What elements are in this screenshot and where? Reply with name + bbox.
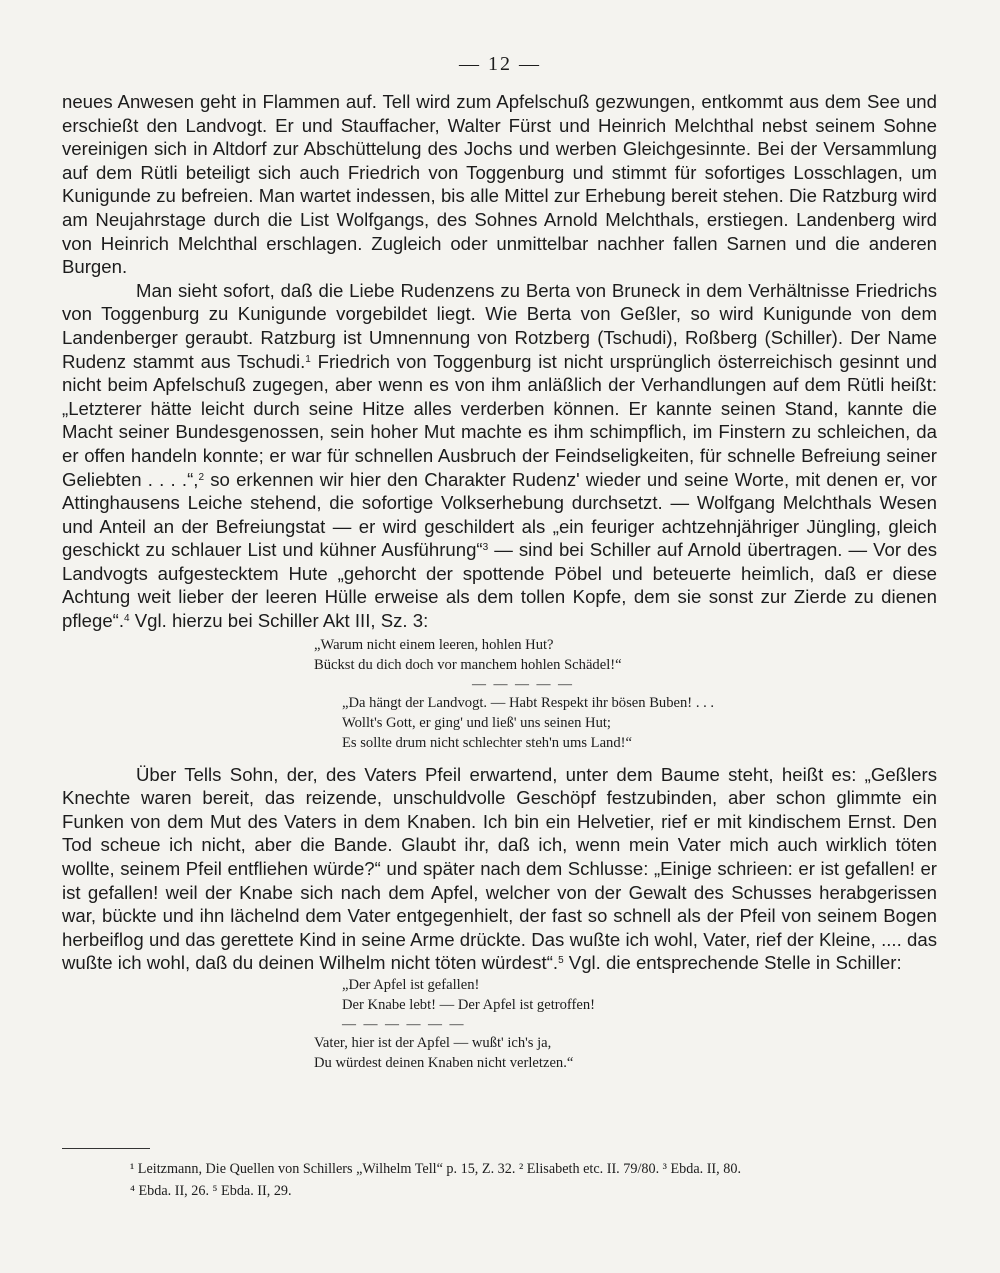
verse-omission-dashes: — — — — — (472, 676, 574, 692)
footnote-ref-1[interactable]: 1 (305, 353, 311, 365)
footnote-line: ⁴ Ebda. II, 26. ⁵ Ebda. II, 29. (130, 1183, 292, 1199)
paragraph-2-part-a: Man sieht sofort, daß die Liebe Rudenzens zu Berta von Bruneck in dem Verhältnisse Friedrichs von Toggenburg zu Kunigunde vorgebildet liegt. Wie Berta von Geßler, so wird Kunigunde von dem Landenberger geraubt. Ratzburg ist Umnennung von Rotzberg (Tschudi), Roßberg (Schiller). Der Name Rudenz stammt aus Tschudi. (62, 279, 937, 372)
page-number: — 12 — (459, 53, 541, 75)
paragraph-2-part-c: so erkennen wir hier den Charakter Rudenz' wieder und seine Worte, mit denen er, vor Attinghausens Leiche stehend, die sofortige Volkserhebung durchsetzt. — Wolfgang Melchthals Wesen und Anteil an der Befreiungstat — er wird geschildert als „ein feuriger achtzehnjähriger Jüngling, gleich geschickt zu schlauer List und kühner Ausführung“ (62, 468, 937, 561)
paragraph-2-part-d: — sind bei Schiller auf Arnold übertragen. — Vor des Landvogts aufgestecktem Hute „gehorcht der spottende Pöbel und beteuerte heimlich, daß er diese Achtung weit lieber der leeren Hülle erweise als dem tollen Kopfe, dem sie sonst zur Zierde zu dienen pflege“. (62, 539, 938, 632)
footnote-line: ¹ Leitzmann, Die Quellen von Schillers „Wilhelm Tell“ p. 15, Z. 32. ² Elisabeth etc. II. 79/80. ³ Ebda. II, 80. (130, 1161, 741, 1177)
paragraph-2 (62, 279, 937, 633)
verse-line: „Der Apfel ist gefallen! (342, 977, 480, 993)
footnote-ref-2[interactable]: 2 (198, 471, 205, 483)
footnote-ref-5[interactable]: 5 (558, 955, 564, 967)
verse-line: Wollt's Gott, er ging' und ließ' uns seinen Hut; (342, 714, 611, 731)
verse-line: Bückst du dich doch vor manchem hohlen Schädel!“ (314, 656, 622, 673)
footnote-ref-4[interactable]: 4 (124, 613, 130, 625)
footnotes (130, 1158, 950, 1202)
verse-quote-4 (62, 1033, 937, 1073)
verse-line: Es sollte drum nicht schlechter steh'n ums Land!“ (342, 734, 632, 751)
verse-quote-2 (62, 693, 937, 753)
verse-line: Vater, hier ist der Apfel — wußt' ich's ja, (314, 1035, 552, 1051)
paragraph-3-part-b: Vgl. die entsprechende Stelle in Schiller: (563, 952, 902, 974)
verse-omission-dashes: — — — — — — (342, 1017, 466, 1032)
verse-line: „Warum nicht einem leeren, hohlen Hut? (314, 636, 554, 653)
verse-line: Du würdest deinen Knaben nicht verletzen.“ (314, 1055, 574, 1071)
verse-line: „Da hängt der Landvogt. — Habt Respekt ihr bösen Buben! . . . (342, 694, 715, 711)
verse-line: Der Knabe lebt! — Der Apfel ist getroffen! (342, 997, 596, 1013)
paragraph-3 (62, 763, 937, 975)
footnote-ref-3[interactable]: 3 (482, 542, 489, 554)
footnote-divider (62, 1148, 150, 1149)
verse-quote-3 (62, 975, 937, 1015)
paragraph-1: neues Anwesen geht in Flammen auf. Tell wird zum Apfelschuß gezwungen, entkommt aus dem See und erschießt den Landvogt. Er und Stauffacher, Walter Fürst und Heinrich Melchthal nebst seinem Sohne vereinigen sich in Altdorf zur Abschüttelung des Jochs und werben Gleichgesinnte. Bei der Versammlung auf dem Rütli beteiligt sich auch Friedrich von Toggenburg und stimmt für sofortiges Losschlagen, um Kunigunde zu befreien. Man wartet indessen, bis alle Mittel zur Erhebung bereit stehen. Die Ratzburg wird am Neujahrstage durch die List Wolfgangs, des Sohnes Arnold Melchthals, erstiegen. Landenberg wird von Heinrich Melchthal erschlagen. Zugleich oder unmittelbar nachher fallen Sarnen und die anderen Burgen. (62, 91, 937, 278)
main-text (62, 90, 937, 1075)
verse-quote-1 (62, 635, 937, 675)
paragraph-3-part-a: Über Tells Sohn, der, des Vaters Pfeil erwartend, unter dem Baume steht, heißt es: „Geßlers Knechte waren bereit, das reizende, unschuldvolle Geschöpf festzubinden, aber schon glimmte ein Funken von dem Mut des Vaters in dem Knaben. Ich bin ein Helvetier, rief er mit kindischem Ernst. Den Tod scheue ich nicht, aber die Bande. Glaubt ihr, daß ich, wenn mein Vater mich auch wirklich töten wollte, seinem Pfeil entfliehen würde?“ und später nach dem Schlusse: „Einige schrieen: er ist gefallen! er ist gefallen! weil der Knabe sich nach dem Apfel, welcher von der Gewalt des Schusses herabgerissen war, bückte und ihn lächelnd dem Vater entgegenhielt, der fast so schnell als der Pfeil von seinem Bogen herbeiflog und das gerettete Kind in seine Arme drückte. Das wußte ich wohl, Vater, rief der Kleine, .... das wußte ich wohl, daß du deinen Wilhelm nicht töten würdest“. (62, 763, 937, 974)
paragraph-2-part-e: Vgl. hierzu bei Schiller Akt III, Sz. 3: (129, 610, 429, 632)
paragraph-2-part-b: Friedrich von Toggenburg ist nicht ursprünglich österreichisch gesinnt und nicht beim Apfelschuß zugegen, aber wenn es von ihm anläßlich der Verhandlungen auf dem Rütli heißt: „Letzterer hätte leicht durch seine Hitze alles verderben können. Er kannte seinen Stand, kannte die Macht seiner Bundesgenossen, sein hoher Mut machte es ihm schimpflich, im Finstern zu schleichen, da er offen handeln konnte; er war für schnellen Ausbruch der Feindseligkeiten, für schnelle Befreiung seiner Geliebten . . . .“, (62, 350, 938, 490)
